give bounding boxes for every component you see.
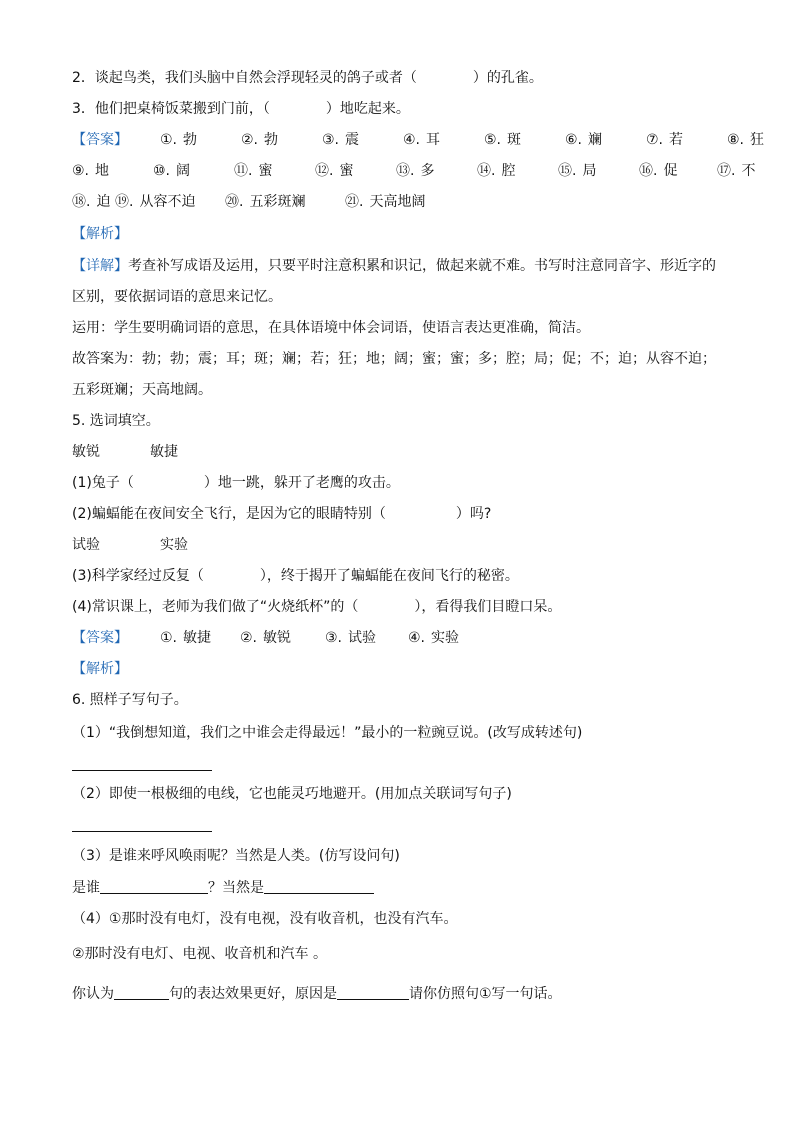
answer-value: 勃: [183, 132, 198, 148]
question-5-title: 5. 选词填空。: [72, 413, 160, 429]
final-answer-line-2: 五彩斑斓；天高地阔。: [72, 382, 212, 398]
answer-number: ③.: [322, 132, 340, 148]
word-choice-1b: 敏捷: [150, 444, 178, 460]
answer-value: 试验: [348, 630, 377, 646]
answer-item: [72, 192, 110, 212]
answer-number: ③.: [325, 630, 343, 646]
answer-item: [225, 192, 305, 212]
question-5-sentence-1: (1)兔子（ ）地一跳，躲开了老鹰的攻击。: [72, 475, 400, 491]
usage-line: 运用：学生要明确词语的意思，在具体语境中体会词语，使语言表达更准确，简洁。: [72, 320, 590, 336]
answer-number: ①.: [160, 630, 178, 646]
answer-number: ④.: [403, 132, 421, 148]
answer-number: ⑪.: [234, 163, 253, 179]
answer-item: [315, 161, 353, 181]
answer-number: ⑤.: [484, 132, 502, 148]
detail-line-2: 区别，要依据词语的意思来记忆。: [72, 289, 282, 305]
answer-item: [717, 161, 755, 181]
blank-4[interactable]: [337, 985, 409, 1000]
answer-item: [240, 628, 291, 648]
answer-value: 斓: [588, 132, 603, 148]
template-prefix: 是谁: [72, 880, 100, 896]
answer-number: ⑫.: [315, 163, 334, 179]
answer-number: ⑦.: [646, 132, 664, 148]
answer-number: ⑭.: [477, 163, 496, 179]
answer-line-2[interactable]: [72, 831, 212, 832]
question-5-sentence-2: (2)蝙蝠能在夜间安全飞行，是因为它的眼睛特别（ ）吗?: [72, 506, 492, 522]
answer-item: [345, 192, 425, 212]
question-6-title: 6. 照样子写句子。: [72, 692, 188, 708]
question-6-item-4-sentence-2: ②那时没有电灯、电视、收音机和汽车 。: [72, 946, 327, 962]
answer-item: [396, 161, 434, 181]
answer-item: [322, 130, 359, 150]
answer-number: ⑨.: [72, 163, 90, 179]
answer-item: [153, 161, 190, 181]
answer-item: [646, 130, 683, 150]
answer-value: 狂: [750, 132, 765, 148]
question-3: 3．他们把桌椅饭菜搬到门前，（ ）地吃起来。: [72, 101, 410, 117]
answer-value: 敏锐: [263, 630, 292, 646]
answer-number: ㉑.: [345, 194, 364, 210]
detail-text-1: 考查补写成语及运用，只要平时注意积累和识记，做起来就不难。书写时注意同音字、形近字的: [128, 258, 716, 274]
answer-item: [484, 130, 521, 150]
answer-value: 迫: [96, 194, 111, 210]
answer-item: [565, 130, 602, 150]
answer-value: 从容不迫: [139, 194, 196, 210]
answer-item: [72, 161, 109, 181]
answer-item: [160, 628, 211, 648]
answer-item: [403, 130, 440, 150]
answer-item: [241, 130, 278, 150]
answer-number: ②.: [241, 132, 259, 148]
answer-value: 敏捷: [183, 630, 212, 646]
answer-line-1[interactable]: [72, 770, 212, 771]
template-middle: ？当然是: [208, 880, 264, 896]
answer-item: [325, 628, 376, 648]
answer-number: ⑮.: [558, 163, 577, 179]
answer-number: ⑯.: [639, 163, 658, 179]
word-choice-2a: 试验: [72, 537, 100, 553]
answer-value: 斑: [507, 132, 522, 148]
answer-number: ①.: [160, 132, 178, 148]
answer-value: 五彩斑斓: [249, 194, 306, 210]
answer-item: [727, 130, 764, 150]
answer-item: [639, 161, 677, 181]
answer-item: [558, 161, 596, 181]
detail-line-1: [72, 256, 716, 276]
word-choice-2b: 实验: [160, 537, 188, 553]
blank-2[interactable]: [264, 879, 374, 894]
answer-value: 阔: [176, 163, 191, 179]
answer-item: [234, 161, 272, 181]
blank-3[interactable]: [114, 985, 169, 1000]
prompt-part-3: 请你仿照句①写一句话。: [409, 986, 562, 1002]
analysis-tag: 【解析】: [72, 226, 128, 242]
answer-number: ⑰.: [717, 163, 736, 179]
question-6-item-1: （1）“我倒想知道，我们之中谁会走得最远！”最小的一粒豌豆说。(改写成转述句): [72, 725, 583, 741]
question-6-item-4-prompt: [72, 984, 562, 1004]
question-5-sentence-3: (3)科学家经过反复（ ），终于揭开了蝙蝠能在夜间飞行的秘密。: [72, 568, 519, 584]
answer-value: 蜜: [339, 163, 354, 179]
question-6-item-3-template: [72, 878, 374, 898]
answer-item: [408, 628, 459, 648]
question-6-item-4: （4）①那时没有电灯，没有电视，没有收音机，也没有汽车。: [72, 911, 458, 927]
question-2: 2．谈起鸟类，我们头脑中自然会浮现轻灵的鸽子或者（ ）的孔雀。: [72, 70, 543, 86]
detail-tag: 【详解】: [72, 258, 128, 274]
answer-number: ④.: [408, 630, 426, 646]
question-6-item-2: （2）即使一根极细的电线，它也能灵巧地避开。(用加点关联词写句子): [72, 786, 512, 802]
analysis-tag-2: 【解析】: [72, 661, 128, 677]
answer-number: ⑥.: [565, 132, 583, 148]
answer-value: 天高地阔: [369, 194, 426, 210]
answer-value: 若: [669, 132, 684, 148]
answer-value: 局: [582, 163, 597, 179]
question-5-sentence-4: (4)常识课上，老师为我们做了“火烧纸杯”的（ ），看得我们目瞪口呆。: [72, 599, 562, 615]
answer-value: 多: [420, 163, 435, 179]
answer-value: 耳: [426, 132, 441, 148]
answer-value: 震: [345, 132, 360, 148]
answer-value: 地: [95, 163, 110, 179]
answer-value: 勃: [264, 132, 279, 148]
prompt-part-1: 你认为: [72, 986, 114, 1002]
prompt-part-2: 句的表达效果更好，原因是: [169, 986, 337, 1002]
blank-1[interactable]: [100, 879, 208, 894]
answer-number: ⑩.: [153, 163, 171, 179]
question-6-item-3: （3）是谁来呼风唤雨呢？当然是人类。(仿写设问句): [72, 848, 400, 864]
answer-item: [477, 161, 515, 181]
answer-value: 腔: [501, 163, 516, 179]
answer-tag-2: 【答案】: [72, 630, 128, 646]
answer-number: ②.: [240, 630, 258, 646]
answer-item: [160, 130, 197, 150]
final-answer-line-1: 故答案为：勃；勃；震；耳；斑；斓；若；狂；地；阔；蜜；蜜；多；腔；局；促；不；迫；从容不迫；: [72, 351, 716, 367]
word-choice-1a: 敏锐: [72, 444, 100, 460]
answer-number: ⑱.: [72, 194, 91, 210]
answer-value: 促: [663, 163, 678, 179]
answer-number: ⑳.: [225, 194, 244, 210]
answer-item: [115, 192, 195, 212]
answer-number: ⑲.: [115, 194, 134, 210]
answer-number: ⑬.: [396, 163, 415, 179]
answer-value: 实验: [431, 630, 460, 646]
answer-value: 蜜: [258, 163, 273, 179]
answer-number: ⑧.: [727, 132, 745, 148]
answer-value: 不: [741, 163, 756, 179]
answer-tag: 【答案】: [72, 132, 128, 148]
